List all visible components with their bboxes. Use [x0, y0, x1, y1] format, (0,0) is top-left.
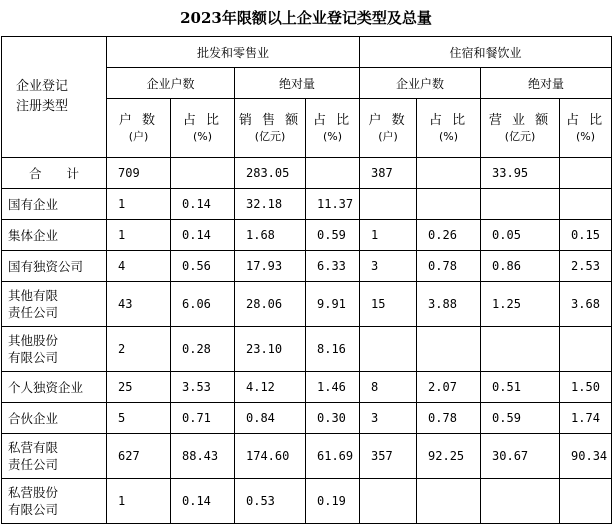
row-label: 集体企业: [2, 220, 107, 251]
cell-g2-revenue-share: 1.50: [560, 372, 612, 403]
col-header-g2-households: 户 数 (户): [360, 99, 417, 158]
col-header-g2-revenue-share: 占 比 (%): [560, 99, 612, 158]
cell-g1-sales-share: 6.33: [306, 251, 360, 282]
table-row: [2, 403, 612, 434]
cell-g2-revenue-share: 1.74: [560, 403, 612, 434]
cell-g1-sales-share: 0.59: [306, 220, 360, 251]
cell-g1-share: 6.06: [171, 282, 235, 327]
subheader-g2-count: 企业户数: [360, 68, 481, 99]
cell-g1-sales: 174.60: [235, 434, 306, 479]
cell-g1-sales-share: 8.16: [306, 327, 360, 372]
cell-g1-sales: 32.18: [235, 189, 306, 220]
cell-g2-revenue-share: [560, 479, 612, 524]
cell-g2-share: 0.78: [417, 403, 481, 434]
cell-g1-sales-share: [306, 158, 360, 189]
cell-g2-revenue-share: 2.53: [560, 251, 612, 282]
row-label: 私营有限 责任公司: [2, 434, 107, 479]
table-row: [2, 434, 612, 479]
cell-g1-share: 0.56: [171, 251, 235, 282]
cell-g2-households: 1: [360, 220, 417, 251]
cell-g1-sales-share: 0.19: [306, 479, 360, 524]
cell-g1-share: [171, 158, 235, 189]
cell-g2-revenue: 0.86: [481, 251, 560, 282]
cell-g2-revenue-share: [560, 158, 612, 189]
cell-g1-households: 43: [107, 282, 171, 327]
cell-g1-share: 0.14: [171, 189, 235, 220]
cell-g1-households: 1: [107, 189, 171, 220]
cell-g2-households: [360, 479, 417, 524]
table-row: [2, 220, 612, 251]
row-label: 其他有限 责任公司: [2, 282, 107, 327]
cell-g2-households: 3: [360, 403, 417, 434]
cell-g2-revenue: 1.25: [481, 282, 560, 327]
cell-g1-share: 0.71: [171, 403, 235, 434]
cell-g1-sales: 28.06: [235, 282, 306, 327]
cell-g1-households: 25: [107, 372, 171, 403]
cell-g1-share: 88.43: [171, 434, 235, 479]
cell-g2-revenue: 0.59: [481, 403, 560, 434]
cell-g2-share: 3.88: [417, 282, 481, 327]
cell-g1-households: 1: [107, 479, 171, 524]
cell-g1-sales: 283.05: [235, 158, 306, 189]
cell-g1-sales: 0.84: [235, 403, 306, 434]
col-header-g1-households: 户 数 (户): [107, 99, 171, 158]
cell-g1-households: 627: [107, 434, 171, 479]
cell-g2-revenue: 33.95: [481, 158, 560, 189]
cell-g2-households: 15: [360, 282, 417, 327]
cell-g1-sales: 4.12: [235, 372, 306, 403]
cell-g2-share: [417, 189, 481, 220]
cell-g2-revenue: [481, 327, 560, 372]
cell-g2-revenue-share: 90.34: [560, 434, 612, 479]
row-header-cell: [2, 37, 107, 158]
table-row: [2, 372, 612, 403]
cell-g1-sales-share: 61.69: [306, 434, 360, 479]
cell-g2-share: [417, 327, 481, 372]
row-label: 合伙企业: [2, 403, 107, 434]
cell-g1-households: 1: [107, 220, 171, 251]
cell-g1-households: 2: [107, 327, 171, 372]
table-row: [2, 479, 612, 524]
table-title: 2023年限额以上企业登记类型及总量: [180, 9, 432, 27]
cell-g1-share: 0.14: [171, 220, 235, 251]
cell-g2-share: 2.07: [417, 372, 481, 403]
cell-g1-sales: 23.10: [235, 327, 306, 372]
cell-g2-households: 387: [360, 158, 417, 189]
cell-g1-sales-share: 0.30: [306, 403, 360, 434]
cell-g2-households: 3: [360, 251, 417, 282]
cell-g1-households: 4: [107, 251, 171, 282]
cell-g1-share: 0.14: [171, 479, 235, 524]
table-row: [2, 251, 612, 282]
cell-g2-revenue: [481, 479, 560, 524]
cell-g2-revenue-share: [560, 189, 612, 220]
enterprise-registration-table: [1, 36, 612, 524]
group-header-accommodation-catering: 住宿和餐饮业: [360, 37, 612, 68]
row-label: 合 计: [2, 158, 107, 189]
table-row: [2, 158, 612, 189]
col-header-g2-revenue: 营 业 额 (亿元): [481, 99, 560, 158]
cell-g2-share: 0.78: [417, 251, 481, 282]
col-header-g1-share: 占 比 (%): [171, 99, 235, 158]
row-label: 个人独资企业: [2, 372, 107, 403]
table-row: [2, 189, 612, 220]
subheader-g2-absolute: 绝对量: [481, 68, 612, 99]
col-header-g1-sales-share: 占 比 (%): [306, 99, 360, 158]
row-label: 国有独资公司: [2, 251, 107, 282]
group-header-wholesale-retail: 批发和零售业: [107, 37, 360, 68]
row-label: 国有企业: [2, 189, 107, 220]
col-header-g1-sales: 销 售 额 (亿元): [235, 99, 306, 158]
cell-g2-revenue-share: [560, 327, 612, 372]
cell-g1-sales-share: 11.37: [306, 189, 360, 220]
cell-g2-revenue: 0.05: [481, 220, 560, 251]
cell-g2-households: 8: [360, 372, 417, 403]
cell-g1-sales: 17.93: [235, 251, 306, 282]
row-label: 私营股份 有限公司: [2, 479, 107, 524]
cell-g1-share: 0.28: [171, 327, 235, 372]
cell-g1-sales: 0.53: [235, 479, 306, 524]
cell-g2-revenue-share: 0.15: [560, 220, 612, 251]
cell-g2-revenue: [481, 189, 560, 220]
cell-g2-share: 0.26: [417, 220, 481, 251]
subheader-g1-absolute: 绝对量: [235, 68, 360, 99]
table-row: [2, 282, 612, 327]
cell-g1-sales-share: 9.91: [306, 282, 360, 327]
cell-g1-sales: 1.68: [235, 220, 306, 251]
table-row: [2, 327, 612, 372]
cell-g2-revenue: 0.51: [481, 372, 560, 403]
cell-g1-households: 709: [107, 158, 171, 189]
cell-g2-share: [417, 158, 481, 189]
cell-g2-revenue-share: 3.68: [560, 282, 612, 327]
cell-g2-households: [360, 189, 417, 220]
row-header-label: 企业登记 注册类型: [16, 79, 69, 114]
row-label: 其他股份 有限公司: [2, 327, 107, 372]
cell-g2-share: [417, 479, 481, 524]
cell-g2-revenue: 30.67: [481, 434, 560, 479]
cell-g1-share: 3.53: [171, 372, 235, 403]
col-header-g2-share: 占 比 (%): [417, 99, 481, 158]
cell-g1-sales-share: 1.46: [306, 372, 360, 403]
cell-g1-households: 5: [107, 403, 171, 434]
cell-g2-households: 357: [360, 434, 417, 479]
subheader-g1-count: 企业户数: [107, 68, 235, 99]
cell-g2-households: [360, 327, 417, 372]
cell-g2-share: 92.25: [417, 434, 481, 479]
